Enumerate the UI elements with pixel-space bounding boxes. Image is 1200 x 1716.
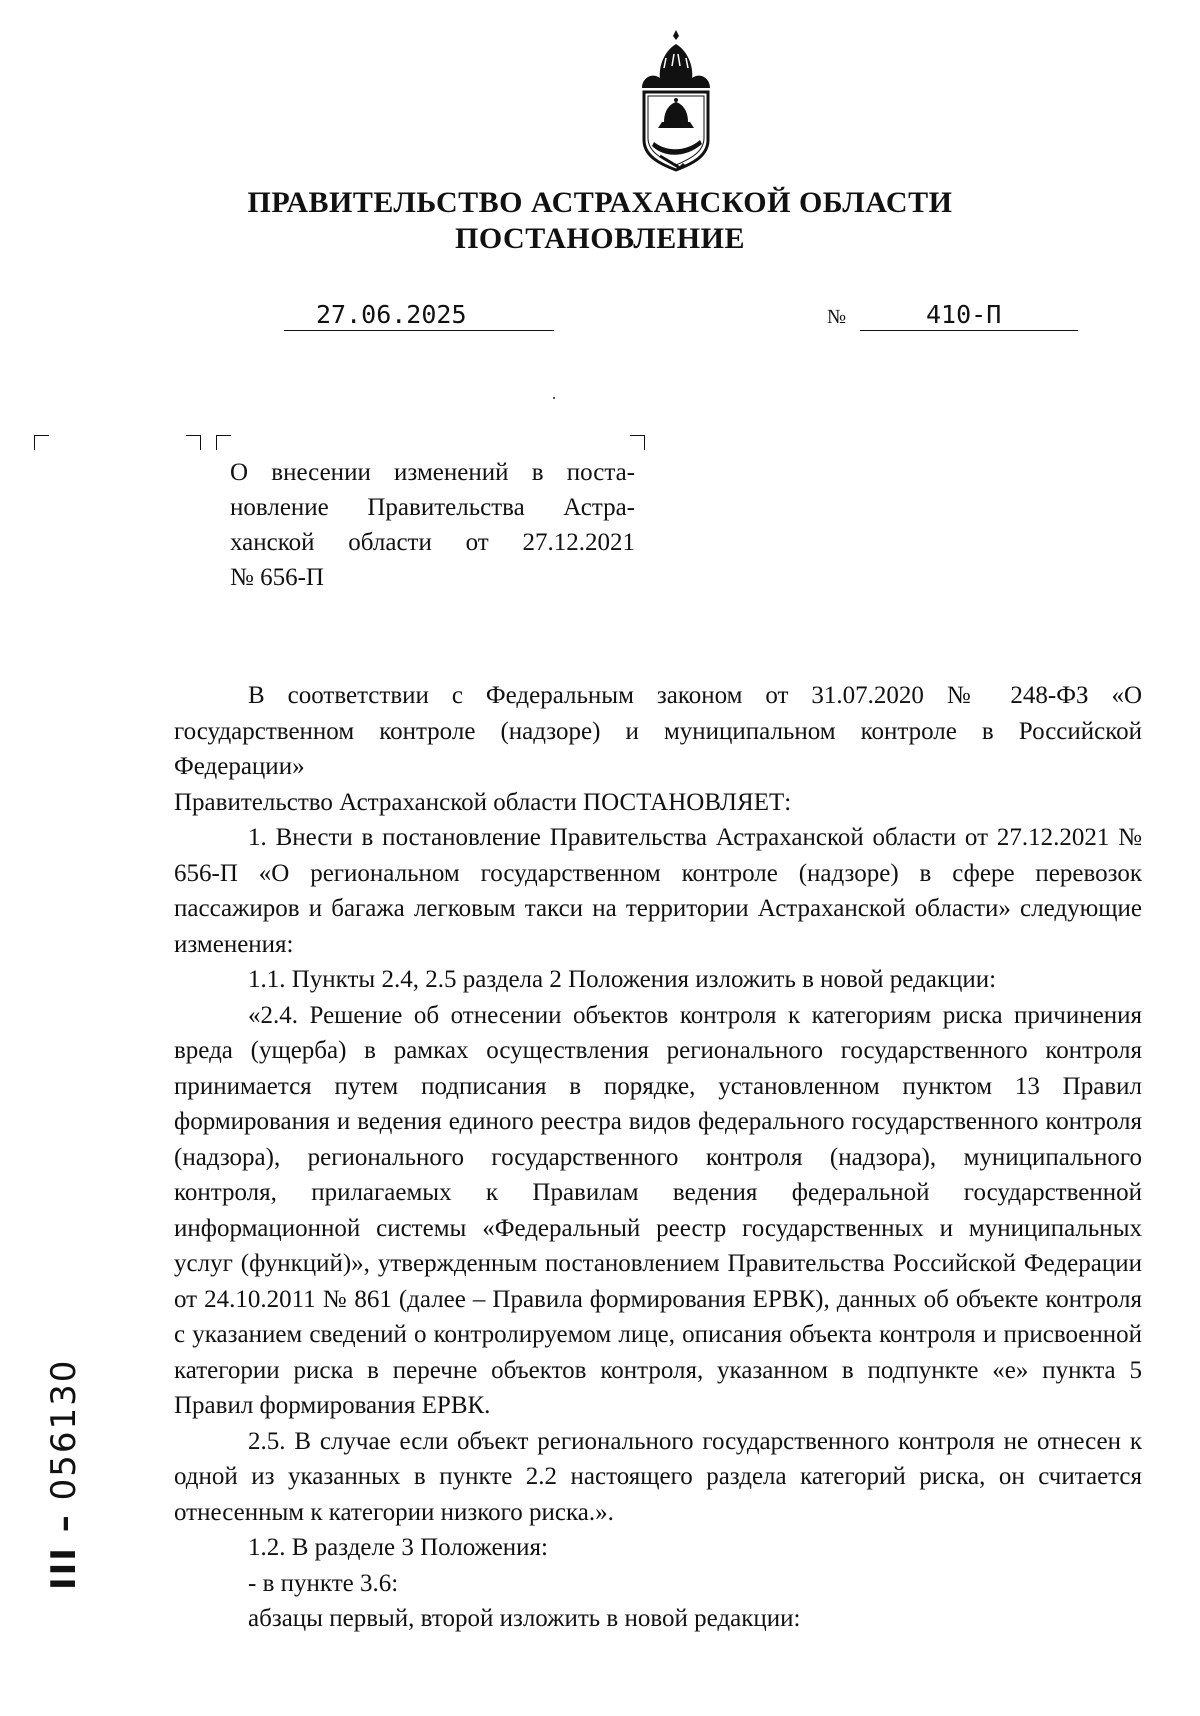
corner-mark-left-close <box>186 435 201 450</box>
item-1-paragraph: 1. Внести в постановление Правительства Астраханской области от 27.12.2021 № 656-П «О региональном государственном контроле (надзоре) в сфере перевозок пассажиров и багажа легковым такси на территории Астраханской области» следующие изменения: <box>174 824 1142 958</box>
clause-2-5-paragraph: 2.5. В случае если объект регионального государственного контроля не отнесен к одной из указанных в пункте 2.2 настоящего раздела категорий риска, он считается отнесенным к категории низкого риска.». <box>174 1427 1142 1526</box>
resolution-paragraph: Правительство Астраханской области ПОСТАНОВЛЯЕТ: <box>174 788 792 816</box>
subject-line: О внесении изменений в поста- <box>230 459 635 486</box>
document-body <box>174 678 1142 1637</box>
document-date: 27.06.2025 <box>284 300 554 331</box>
subject-line: новление Правительства Астра- <box>230 494 635 521</box>
government-name: ПРАВИТЕЛЬСТВО АСТРАХАНСКОЙ ОБЛАСТИ <box>247 186 953 219</box>
clause-2-4-paragraph: «2.4. Решение об отнесении объектов контроля к категориям риска причинения вреда (ущерба) в рамках осуществления регионального государственного контроля принимается путем подписания в порядке, установленном пунктом 13 Правил формирования и ведения единого реестра видов федерального государственного контроля (надзора), регионального государственного контроля (надзора), муниципального контроля, прилагаемых к Правилам ведения федеральной государственной информационной системы «Федеральный реестр государственных и муниципальных услуг (функций)», утвержденным постановлением Правительства Российской Федерации от 24.10.2011 № 861 (далее – Правила формирования ЕРВК), данных об объекте контроля с указанием сведений о контролируемом лице, описания объекта контроля и присвоенной категории риска в перечне объектов контроля, указанном в подпункте «е» пункта 5 Правил формирования ЕРВК. <box>174 1001 1142 1419</box>
corner-mark-subject-close <box>630 435 645 450</box>
form-serial-stamp <box>44 1270 84 1590</box>
coat-of-arms-emblem <box>630 28 722 176</box>
stamp-number: 056130 <box>44 1358 84 1501</box>
subject-line: № 656-П <box>230 564 324 591</box>
document-subject <box>230 455 635 595</box>
subject-line: ханской области от 27.12.2021 <box>230 529 635 556</box>
number-label: № <box>827 306 847 328</box>
document-number: 410-П <box>860 300 1078 331</box>
document-type: ПОСТАНОВЛЕНИЕ <box>455 222 745 255</box>
corner-mark-left <box>34 435 49 450</box>
stamp-series: III – <box>44 1513 84 1590</box>
scan-dot <box>553 397 555 399</box>
point-3-6-paragraph: - в пункте 3.6: <box>248 1569 399 1597</box>
item-1-1-paragraph: 1.1. Пункты 2.4, 2.5 раздела 2 Положения изложить в новой редакции: <box>248 966 997 993</box>
item-1-2-paragraph: 1.2. В разделе 3 Положения: <box>248 1534 548 1561</box>
preamble-paragraph: В соответствии с Федеральным законом от 31.07.2020 № 248-ФЗ «О государственном контроле (надзоре) и муниципальном контроле в Российской Федерации» <box>174 682 1142 780</box>
paragraphs-amend-paragraph: абзацы первый, второй изложить в новой редакции: <box>248 1605 801 1632</box>
corner-mark-subject-open <box>216 435 231 450</box>
